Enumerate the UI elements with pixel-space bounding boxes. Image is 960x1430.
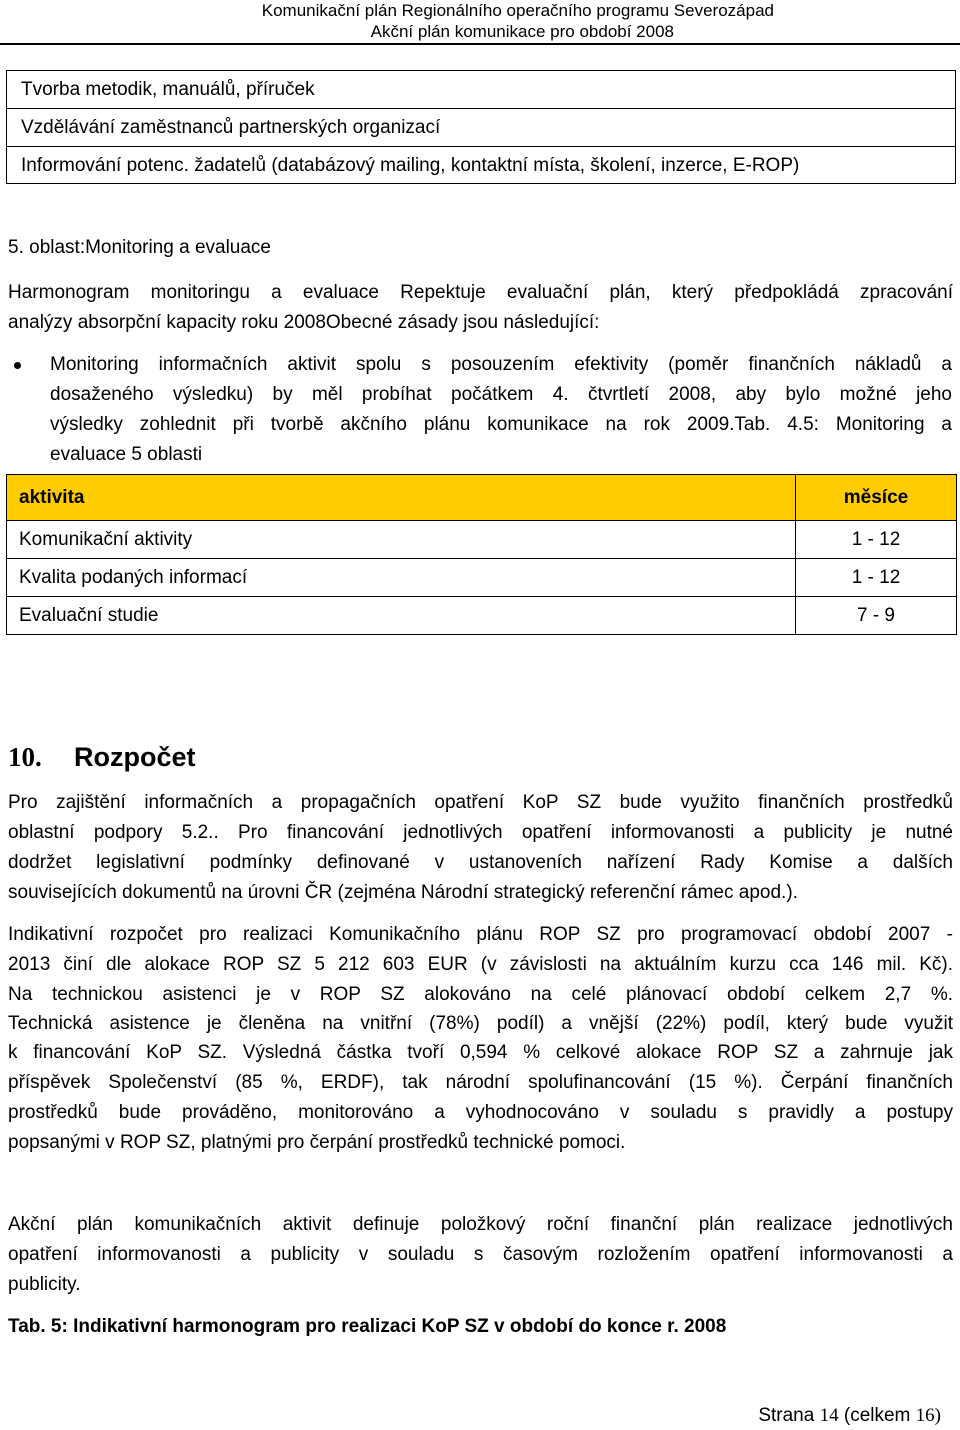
paragraph-line: Harmonogram monitoringu a evaluace Repektuje evaluační plán, který předpokládá zpracování	[8, 282, 953, 303]
box-item: Informování potenc. žadatelů (databázový mailing, kontaktní místa, školení, inzerce, E-ROP)	[21, 155, 800, 176]
table-row	[7, 521, 957, 559]
bullet-line: dosaženého výsledku) by měl probíhat počátkem 4. čtvrtletí 2008, aby bylo možné jeho	[50, 384, 952, 405]
table-cell: Komunikační aktivity	[7, 521, 796, 559]
table-cell: Kvalita podaných informací	[7, 559, 796, 597]
paragraph-line: Indikativní rozpočet pro realizaci Komunikačního plánu ROP SZ pro programovací období 2007 -	[8, 924, 953, 945]
table-cell: 1 - 12	[796, 559, 957, 597]
paragraph-line: opatření informovanosti a publicity v souladu s časovým rozložením opatření informovanosti a	[8, 1244, 953, 1265]
table-cell: Evaluační studie	[7, 597, 796, 635]
section-title: 5. oblast:Monitoring a evaluace	[8, 237, 271, 258]
header-rule	[0, 43, 960, 45]
table-cell: 7 - 9	[796, 597, 957, 635]
box-row	[7, 147, 955, 185]
table-header-row	[7, 475, 957, 521]
paragraph-line: popsanými v ROP SZ, platnými pro čerpání prostředků technické pomoci.	[8, 1132, 626, 1153]
box-row	[7, 71, 955, 109]
paragraph-line: oblastní podpory 5.2.. Pro financování jednotlivých opatření informovanosti a publicity je nutné	[8, 822, 953, 843]
footer-total-label: (celkem	[843, 1405, 911, 1426]
paragraph-line: Akční plán komunikačních aktivit definuje položkový roční finanční plán realizace jednotlivých	[8, 1214, 953, 1235]
chapter-number: 10.	[8, 742, 42, 772]
paragraph-line: příspěvek Společenství (85 %, ERDF), tak národní spolufinancování (15 %). Čerpání finančních	[8, 1072, 953, 1093]
monitoring-table	[6, 474, 957, 635]
paragraph-line: souvisejících dokumentů na úrovni ČR (zejména Národní strategický referenční rámec apod.).	[8, 882, 798, 903]
table-header-cell: aktivita	[7, 475, 796, 521]
page-number: 14	[819, 1405, 839, 1426]
paragraph-line: dodržet legislativní podmínky definované v ustanoveních nařízení Rady Komise a dalších	[8, 852, 953, 873]
paragraph-line: Pro zajištění informačních a propagačních opatření KoP SZ bude využito finančních prostředků	[8, 792, 953, 813]
paragraph-line: publicity.	[8, 1274, 81, 1295]
box-item: Vzdělávání zaměstnanců partnerských organizací	[21, 117, 441, 138]
page-total: 16)	[915, 1405, 941, 1426]
footer-label: Strana	[758, 1405, 815, 1426]
table-row	[7, 559, 957, 597]
header-subtitle: Akční plán komunikace pro období 2008	[370, 22, 674, 41]
table-caption: Tab. 5: Indikativní harmonogram pro realizaci KoP SZ v období do konce r. 2008	[8, 1316, 727, 1337]
header-title: Komunikační plán Regionálního operačního programu Severozápad	[261, 1, 774, 20]
table-header-cell: měsíce	[796, 475, 957, 521]
paragraph-line: prostředků bude prováděno, monitorováno a vyhodnocováno v souladu s pravidly a postupy	[8, 1102, 953, 1123]
paragraph-line: Na technickou asistenci je v ROP SZ alokováno na celé plánovací období celkem 2,7 %.	[8, 984, 953, 1005]
paragraph-line: 2013 činí dle alokace ROP SZ 5 212 603 EUR (v závislosti na aktuálním kurzu cca 146 mil. Kč).	[8, 954, 953, 975]
page-footer	[758, 1405, 941, 1427]
chapter-title: Rozpočet	[74, 742, 196, 772]
chapter-heading	[8, 742, 196, 773]
paragraph-line: k financování KoP SZ. Výsledná částka tvoří 0,594 % celkové alokace ROP SZ a zahrnuje jak	[8, 1042, 953, 1063]
paragraph-line: analýzy absorpční kapacity roku 2008Obecné zásady jsou následující:	[8, 312, 600, 333]
bullet-icon	[14, 362, 21, 369]
table-cell: 1 - 12	[796, 521, 957, 559]
bullet-line: výsledky zohlednit při tvorbě akčního plánu komunikace na rok 2009.Tab. 4.5: Monitoring a	[50, 414, 952, 435]
page-header	[0, 0, 960, 46]
bullet-line: evaluace 5 oblasti	[50, 444, 203, 465]
table-row	[7, 597, 957, 635]
bullet-line: Monitoring informačních aktivit spolu s posouzením efektivity (poměr finančních nákladů a	[50, 354, 952, 375]
box-row	[7, 109, 955, 147]
activities-box	[6, 70, 956, 184]
paragraph-line: Technická asistence je členěna na vnitřní (78%) podíl) a vnější (22%) podíl, který bude využit	[8, 1013, 953, 1034]
box-item: Tvorba metodik, manuálů, příruček	[21, 79, 315, 100]
